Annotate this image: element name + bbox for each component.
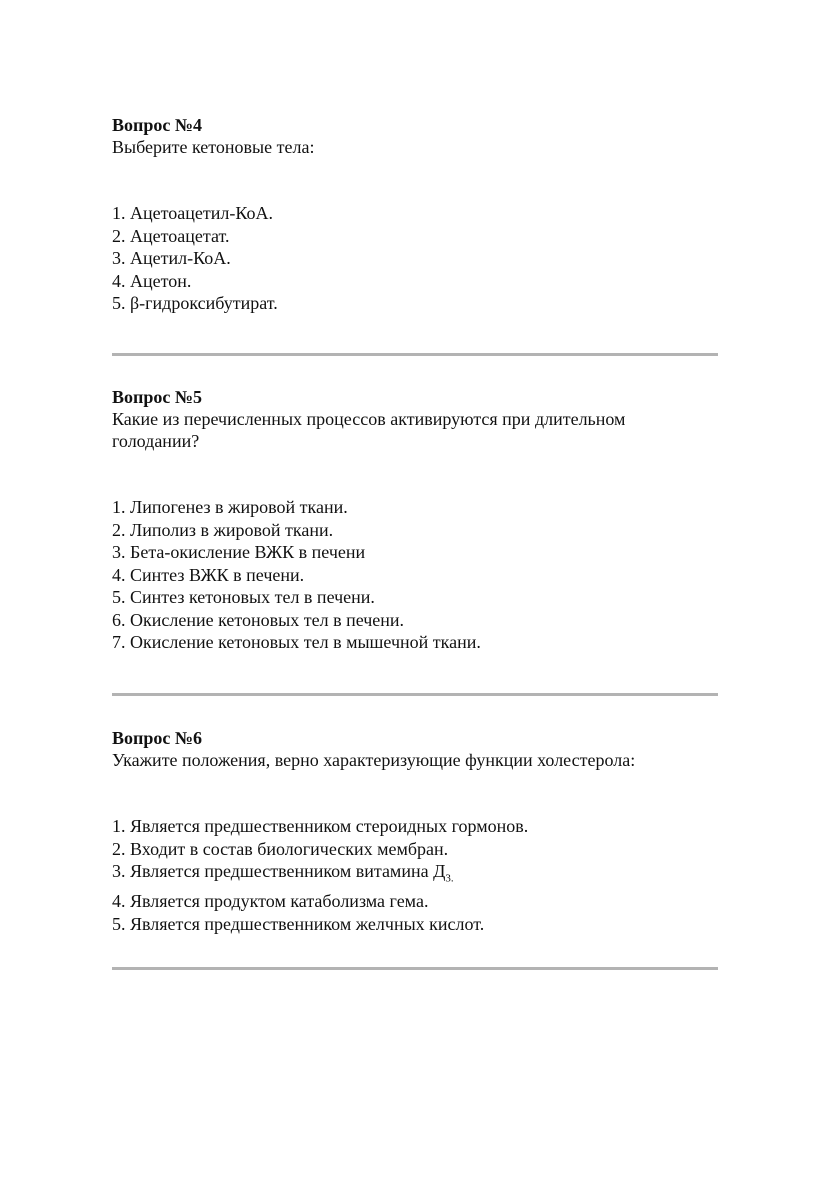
section-divider [112, 353, 718, 356]
option-item: 2. Входит в состав биологических мембран. [112, 838, 449, 859]
option-item: 4. Синтез ВЖК в печени. [112, 564, 305, 585]
question-text: Укажите положения, верно характеризующие функции холестерола: [112, 750, 636, 770]
option-item: 2. Ацетоацетат. [112, 225, 230, 246]
option-item: 2. Липолиз в жировой ткани. [112, 519, 334, 540]
section-divider [112, 693, 718, 696]
option-item: 4. Ацетон. [112, 270, 192, 291]
option-item: 4. Является продуктом катаболизма гема. [112, 891, 429, 912]
options-list [112, 202, 722, 315]
question-text-line-2: голодании? [112, 431, 200, 451]
option-item: 3. Ацетил-КоА. [112, 248, 231, 268]
section-divider [112, 967, 718, 970]
option-item: 5. Является предшественником желчных кислот. [112, 913, 485, 934]
option-text: 3. Является предшественником витамина Д [112, 861, 446, 881]
options-list [112, 815, 722, 935]
question-5 [112, 386, 722, 654]
option-item: 7. Окисление кетоновых тел в мышечной ткани. [112, 632, 481, 652]
option-item: 3. Бета-окисление ВЖК в печени [112, 542, 366, 562]
options-list [112, 496, 722, 654]
option-item: 1. Ацетоацетил-КоА. [112, 203, 273, 223]
question-title: Вопрос №5 [112, 387, 202, 407]
subscript: 3. [445, 872, 454, 885]
question-4 [112, 114, 722, 315]
question-6 [112, 727, 722, 935]
option-item: 5. β-гидроксибутират. [112, 293, 278, 313]
option-item: 6. Окисление кетоновых тел в печени. [112, 609, 405, 630]
option-item [112, 860, 722, 890]
question-title: Вопрос №6 [112, 728, 202, 748]
question-title: Вопрос №4 [112, 115, 202, 135]
question-text-line-1: Какие из перечисленных процессов активируются при длительном [112, 409, 626, 429]
option-item: 5. Синтез кетоновых тел в печени. [112, 587, 375, 607]
question-text: Выберите кетоновые тела: [112, 137, 315, 157]
option-item: 1. Является предшественником стероидных гормонов. [112, 816, 529, 836]
option-item: 1. Липогенез в жировой ткани. [112, 497, 348, 517]
